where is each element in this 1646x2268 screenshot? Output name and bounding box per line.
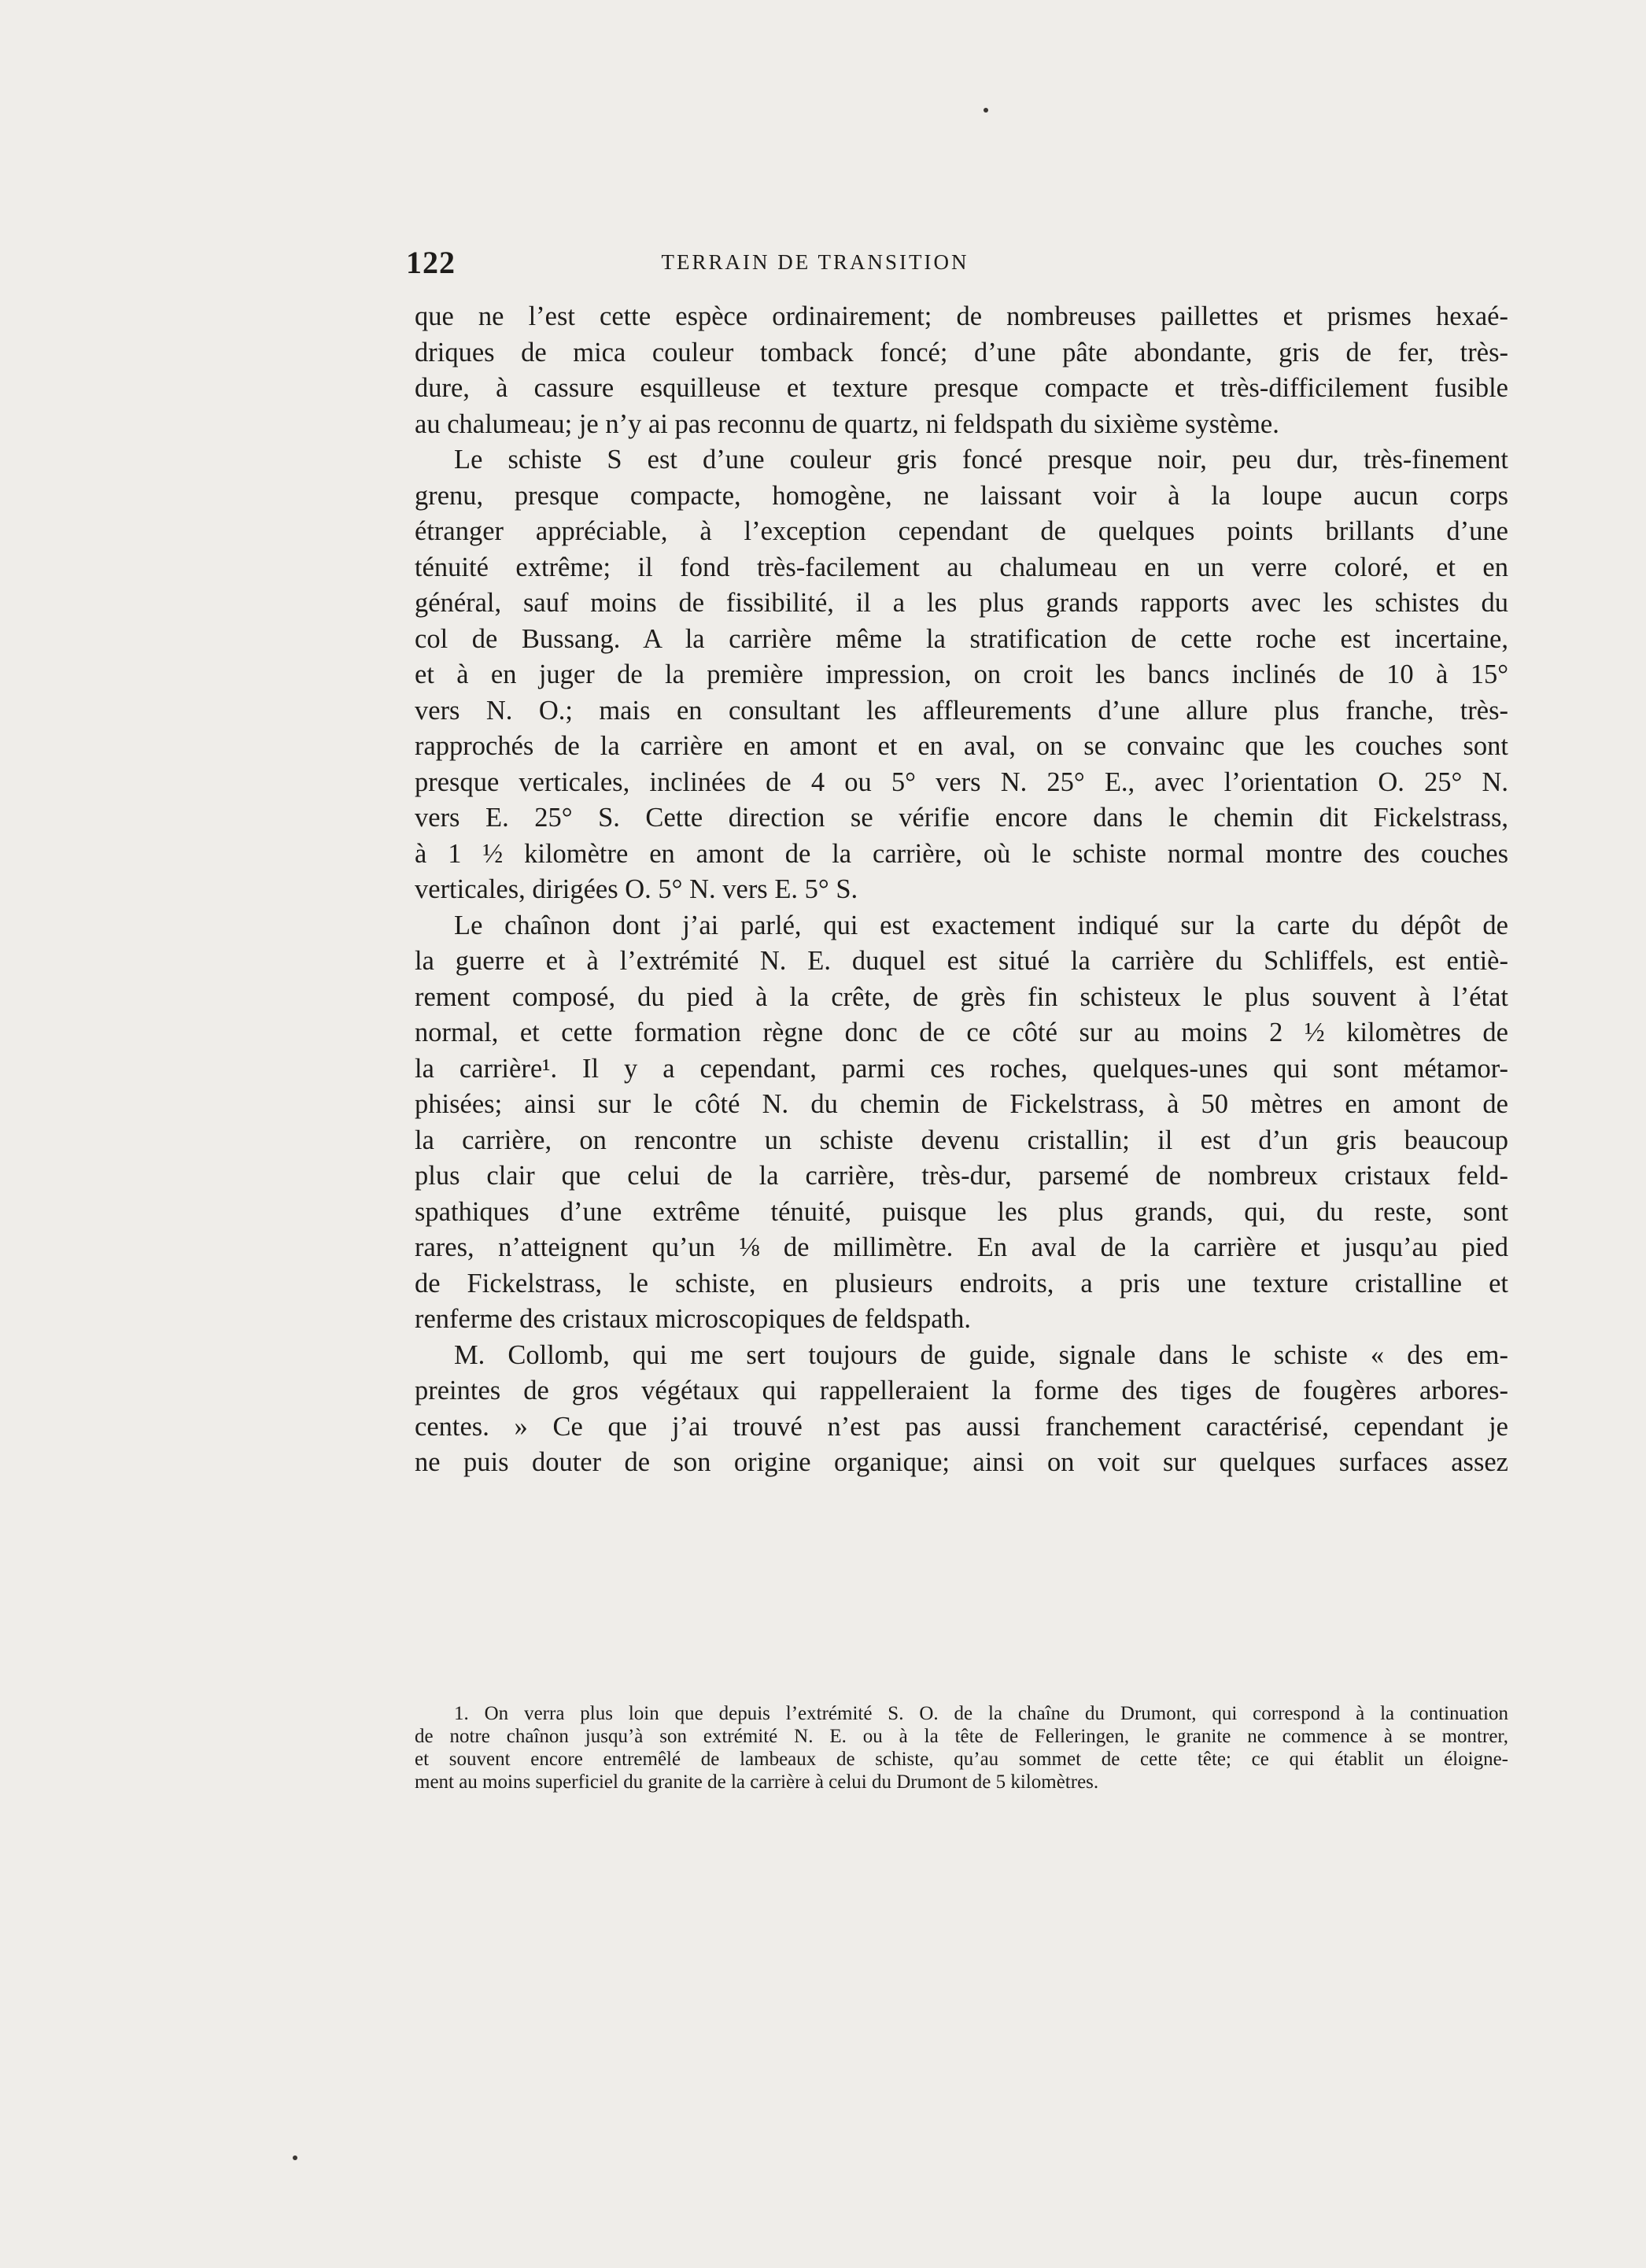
text-line: preintes de gros végétaux qui rappelleraient la forme des tiges de fougères arbores- [415, 1376, 1508, 1405]
text-line: la carrière¹. Il y a cependant, parmi ces roches, quelques-unes qui sont métamor- [415, 1053, 1508, 1084]
text-line: vers N. O.; mais en consultant les affleurements d’une allure plus franche, très- [415, 695, 1508, 726]
page-speck [984, 108, 988, 113]
footnote-line: 1. On verra plus loin que depuis l’extrémité S. O. de la chaîne du Drumont, qui correspond à la continuation [454, 1703, 1508, 1724]
text-line: à 1 ½ kilomètre en amont de la carrière, où le schiste normal montre des couches [415, 838, 1508, 869]
text-line: driques de mica couleur tomback foncé; d’une pâte abondante, gris de fer, très- [415, 337, 1508, 368]
text-line: la carrière, on rencontre un schiste devenu cristallin; il est d’un gris beaucoup [415, 1125, 1508, 1155]
footnote [415, 1702, 1508, 1793]
running-title: TERRAIN DE TRANSITION [661, 250, 969, 274]
text-line: dure, à cassure esquilleuse et texture presque compacte et très-difficilement fusible [415, 373, 1508, 403]
text-line: rapprochés de la carrière en amont et en aval, on se convainc que les couches sont [415, 731, 1508, 761]
text-line: la guerre et à l’extrémité N. E. duquel est situé la carrière du Schliffels, est entiè- [415, 946, 1508, 976]
text-line: centes. » Ce que j’ai trouvé n’est pas aussi franchement caractérisé, cependant je [415, 1411, 1508, 1442]
text-line: grenu, presque compacte, homogène, ne laissant voir à la loupe aucun corps [415, 480, 1508, 511]
text-line: col de Bussang. A la carrière même la stratification de cette roche est incertaine, [415, 623, 1508, 654]
footnote-line: ment au moins superficiel du granite de la carrière à celui du Drumont de 5 kilomètres. [415, 1771, 1099, 1793]
text-line: rares, n’atteignent qu’un ⅛ de millimètre. En aval de la carrière et jusqu’au pied [415, 1232, 1508, 1262]
body-text [415, 299, 1508, 1481]
text-line: phisées; ainsi sur le côté N. du chemin de Fickelstrass, à 50 mètres en amont de [415, 1089, 1508, 1119]
text-line: de Fickelstrass, le schiste, en plusieurs endroits, a pris une texture cristalline et [415, 1268, 1508, 1298]
paragraph-start: Le schiste S est d’une couleur gris foncé presque noir, peu dur, très-finement [454, 445, 1508, 475]
text-line: étranger appréciable, à l’exception cependant de quelques points brillants d’une [415, 516, 1508, 546]
text-line: spathiques d’une extrême ténuité, puisque les plus grands, qui, du reste, sont [415, 1196, 1508, 1227]
text-line: et à en juger de la première impression, on croit les bancs inclinés de 10 à 15° [415, 659, 1508, 689]
text-line: verticales, dirigées O. 5° N. vers E. 5° S. [415, 874, 858, 904]
text-line: normal, et cette formation règne donc de ce côté sur au moins 2 ½ kilomètres de [415, 1018, 1508, 1047]
page-speck [293, 2155, 297, 2160]
text-line: renferme des cristaux microscopiques de feldspath. [415, 1304, 971, 1334]
paragraph-start: Le chaînon dont j’ai parlé, qui est exactement indiqué sur la carte du dépôt de [454, 910, 1508, 940]
text-line: au chalumeau; je n’y ai pas reconnu de quartz, ni feldspath du sixième système. [415, 408, 1279, 439]
text-line: que ne l’est cette espèce ordinairement; de nombreuses paillettes et prismes hexaé- [415, 301, 1508, 331]
page-header [406, 244, 1216, 283]
text-line: plus clair que celui de la carrière, très-dur, parsemé de nombreux cristaux feld- [415, 1161, 1508, 1191]
footnote-line: de notre chaînon jusqu’à son extrémité N. E. ou à la tête de Felleringen, le granite ne commence à se montrer, [415, 1726, 1508, 1747]
text-line: ne puis douter de son origine organique; ainsi on voit sur quelques surfaces assez [415, 1447, 1508, 1477]
text-line: ténuité extrême; il fond très-facilement au chalumeau en un verre coloré, et en [415, 552, 1508, 582]
footnote-line: et souvent encore entremêlé de lambeaux de schiste, qu’au sommet de cette tête; ce qui établit un éloigne- [415, 1749, 1508, 1770]
text-line: presque verticales, inclinées de 4 ou 5° vers N. 25° E., avec l’orientation O. 25° N. [415, 766, 1508, 797]
text-line: rement composé, du pied à la crête, de grès fin schisteux le plus souvent à l’état [415, 981, 1508, 1012]
paragraph-start: M. Collomb, qui me sert toujours de guide, signale dans le schiste « des em- [454, 1339, 1508, 1370]
text-line: vers E. 25° S. Cette direction se vérifie encore dans le chemin dit Fickelstrass, [415, 803, 1508, 833]
text-line: général, sauf moins de fissibilité, il a les plus grands rapports avec les schistes du [415, 588, 1508, 618]
page-number: 122 [406, 245, 456, 280]
